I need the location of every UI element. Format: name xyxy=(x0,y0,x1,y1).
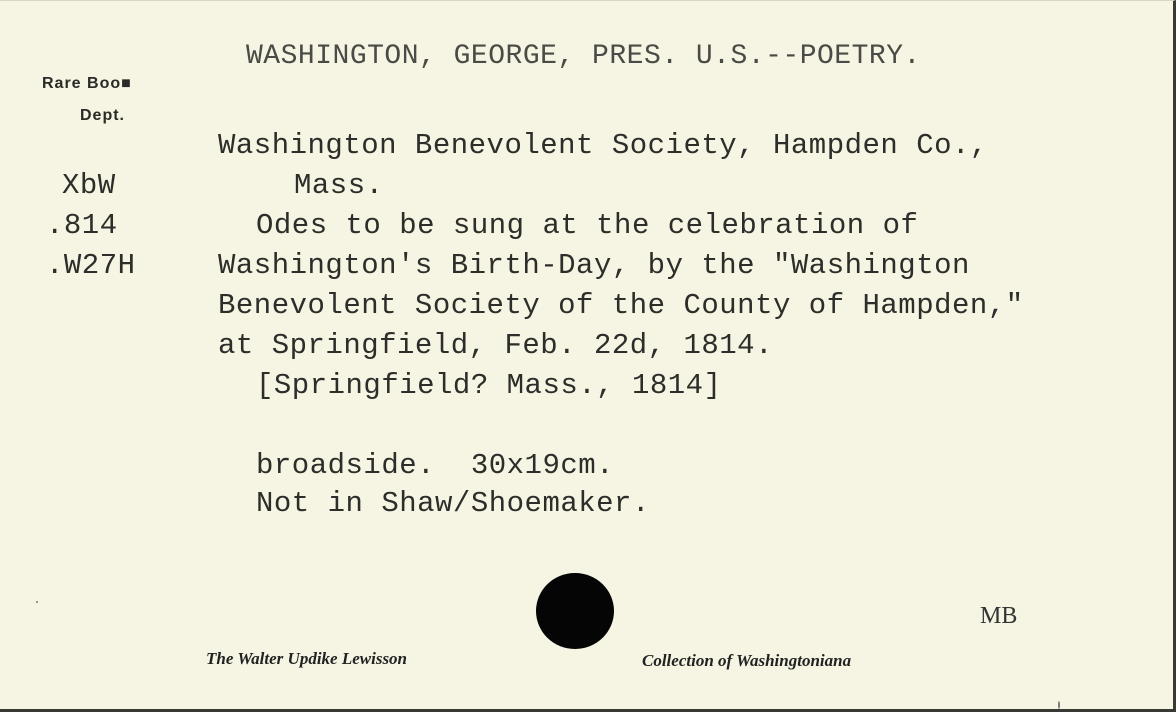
call-number-work-mark: .W27H xyxy=(46,249,136,282)
main-entry-line: Washington Benevolent Society, Hampden Co., xyxy=(218,129,988,162)
rare-book-stamp-line2: Dept. xyxy=(80,107,125,124)
subject-heading: WASHINGTON, GEORGE, PRES. U.S.--POETRY. xyxy=(246,41,921,72)
library-code: MB xyxy=(980,603,1018,629)
collection-footer-right: Collection of Washingtoniana xyxy=(642,651,852,670)
bibliographic-note: Not in Shaw/Shoemaker. xyxy=(256,487,650,520)
imprint-line: [Springfield? Mass., 1814] xyxy=(256,369,722,402)
paper-speck xyxy=(36,601,38,603)
paper-mark xyxy=(1058,701,1060,709)
collection-footer-left: The Walter Updike Lewisson xyxy=(206,649,408,668)
main-entry-continuation: Mass. xyxy=(294,169,384,202)
title-line-4: at Springfield, Feb. 22d, 1814. xyxy=(218,329,773,362)
rare-book-stamp-line1: Rare Boo■ xyxy=(42,75,132,92)
call-number-cutter: .814 xyxy=(46,209,118,242)
physical-description: broadside. 30x19cm. xyxy=(256,449,615,482)
title-line-3: Benevolent Society of the County of Hampden," xyxy=(218,289,1024,322)
punch-hole xyxy=(536,573,614,649)
title-line-2: Washington's Birth-Day, by the "Washington xyxy=(218,249,970,282)
title-line-1: Odes to be sung at the celebration of xyxy=(256,209,919,242)
call-number-class: XbW xyxy=(62,169,116,202)
